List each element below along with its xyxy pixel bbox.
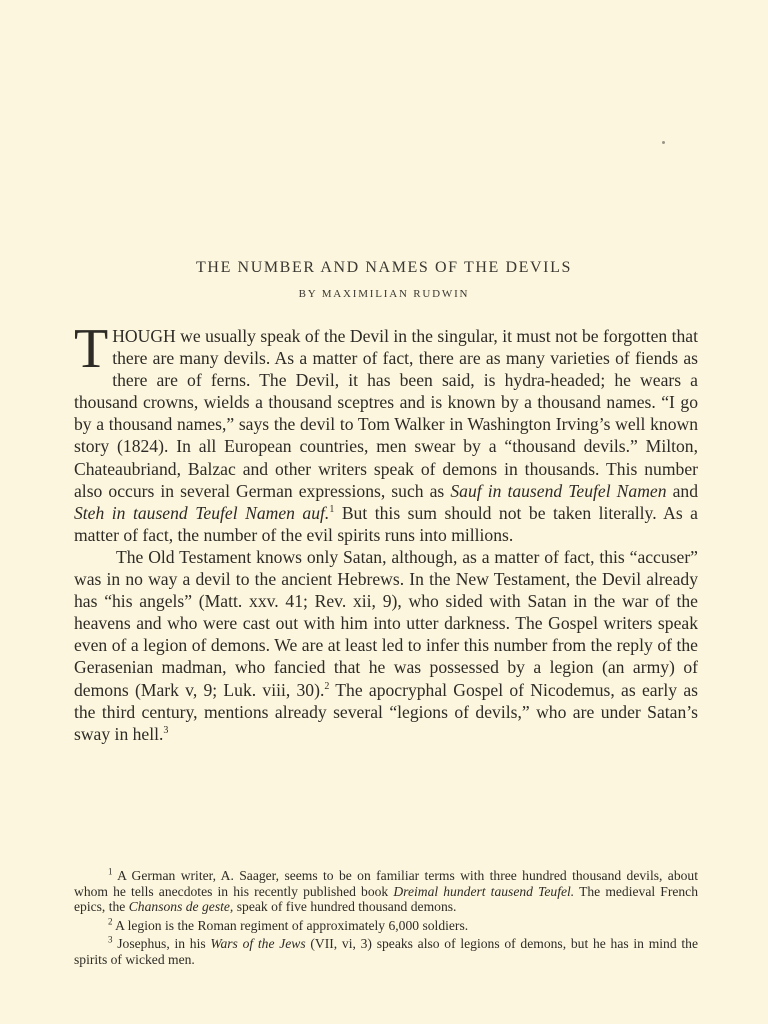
paragraph-1-italic-a: Sauf in tausend Teufel Namen	[450, 480, 667, 501]
footnote-2-number: 2	[108, 916, 113, 927]
footnote-2	[74, 918, 698, 934]
footnote-2-text: A legion is the Roman regiment of approximately 6,000 soldiers.	[112, 917, 469, 933]
paragraph-1-text-b: and	[666, 480, 698, 501]
paragraph-2	[74, 546, 698, 745]
paragraph-1-italic-b: Steh in tausend Teufel Namen auf.	[74, 502, 330, 523]
footnote-ref-2: 2	[324, 680, 330, 692]
footnote-1-number: 1	[108, 866, 113, 877]
article-title: THE NUMBER AND NAMES OF THE DEVILS	[196, 259, 572, 276]
footnote-3-italic: Wars of the Jews	[210, 936, 306, 952]
footnote-3-text-a: Josephus, in his	[112, 936, 211, 952]
footnote-ref-3: 3	[163, 724, 169, 736]
footnote-1-text-c: speak of five hundred thousand demons.	[233, 899, 457, 915]
paragraph-1-text-c: But this sum should not be taken literally. As a matter of fact, the number of the evil spirits runs into millions.	[74, 502, 698, 545]
footnote-3	[74, 936, 698, 967]
drop-cap: T	[74, 318, 109, 380]
article-body	[74, 318, 699, 745]
footnote-ref-1: 1	[329, 503, 335, 515]
footnote-1-italic-a: Dreimal hundert tausend Teufel.	[393, 883, 575, 899]
paragraph-2-text-b: The apocryphal Gospel of Nicodemus, as early as the third century, mentions already several “legions of devils,” who are under Satan’s sway in hell.	[74, 679, 699, 744]
paragraph-1-text-a: HOUGH we usually speak of the Devil in the singular, it must not be forgotten that there are many devils. As a matter of fact, there are as many varieties of fiends as there are of ferns. The Devil, it has been said, is hydra-headed; he wears a thousand crowns, wields a thousand sceptres and is known by a thousand names. “I go by a thousand names,” says the devil to Tom Walker in Washington Irving’s well known story (1824). In all European countries, men swear by a “thousand devils.” Milton, Chateaubriand, Balzac and other writers speak of demons in thousands. This number also occurs in several German expressions, such as	[74, 326, 698, 501]
paragraph-1	[74, 318, 698, 546]
footnote-1-text-a: A German writer, A. Saager, seems to be on familiar terms with three hundred thousand devils, about whom he tells anecdotes in his recently published book	[74, 868, 698, 899]
footnote-1-text-b: The medieval French epics, the	[74, 883, 699, 915]
paragraph-2-text-a: The Old Testament knows only Satan, although, as a matter of fact, this “accuser” was in no way a devil to the ancient Hebrews. In the New Testament, the Devil already has “his angels” (Matt. xxv. 41; Rev. xii, 9), who sided with Satan in the war of the heavens and who were cast out with him into utter darkness. The Gospel writers speak even of a legion of demons. We are at least led to infer this number from the reply of the Gerasenian madman, who fancied that he was possessed by a legion (an army) of demons (Mark v, 9; Luk. viii, 30).	[74, 546, 698, 700]
footnote-1-italic-b: Chansons de geste,	[128, 899, 234, 915]
footnote-3-text-b: (VII, vi, 3) speaks also of legions of demons, but he has in mind the spirits of wicked men.	[74, 936, 698, 967]
footnote-1	[74, 868, 698, 915]
footnotes	[74, 868, 698, 971]
page-speck	[662, 141, 665, 144]
footnote-3-number: 3	[108, 934, 113, 945]
article-byline: BY MAXIMILIAN RUDWIN	[298, 288, 470, 300]
